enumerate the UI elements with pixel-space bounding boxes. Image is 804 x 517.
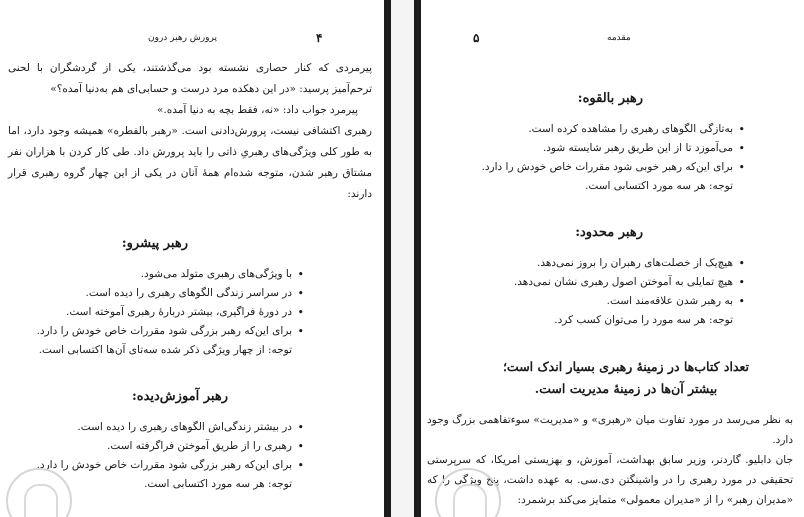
list-item: • در سراسر زندگی الگوهای رهبری را دیده است. — [8, 284, 292, 303]
list-item: • هیچ‌یک از خصلت‌های رهبران را بروز نمی‌دهد. — [427, 254, 733, 273]
list-item: • در بیشتر زندگی‌اش الگوهای رهبری را دیده است. — [8, 418, 292, 437]
list-item: • برای این‌که رهبر بزرگی شود مقررات خاص خودش را دارد. — [8, 322, 292, 341]
section-note: توجه: هر سه مورد را می‌توان کسب کرد. — [554, 314, 733, 326]
paragraph: رهبری اکتشافی نیست، پرورش‌دادنی است. «رهبر بالفطره» همیشه وجود دارد، اما به طور کلی ویژگی‌های رهبریِ ذاتی را باید پرورش داد. طی کار کردن با هزاران نفر مشتاق رهبر شدن، متوجه شده‌ام همهٔ آنان در یکی از این چهار گروه رهبری قرار دارند: — [8, 125, 372, 200]
right-page — [421, 0, 804, 517]
left-page — [0, 0, 384, 517]
paragraph: جان دابلیو. گاردنر، وزیر سابق بهداشت، آموزش، و بهزیستی امریکا، که سرپرستی تحقیقی در مورد رهبری را در واشینگتن دی‌.سی. به عهده داشت، پنج ویژگی را که «مدیران رهبر» را از «مدیران معمولی» متمایز می‌کند برشمرد: — [427, 454, 793, 506]
list-item: • رهبری را از طریق آموختن فراگرفته است. — [8, 437, 292, 456]
page-number: ۴ — [316, 31, 323, 45]
bullet-list — [8, 265, 372, 341]
running-header: پرورش رهبر درون — [148, 33, 217, 43]
bullet-list — [427, 120, 793, 177]
section-note: توجه: هر سه مورد اکتسابی است. — [144, 478, 292, 490]
chapter-heading — [461, 356, 791, 400]
page-number: ۵ — [473, 31, 480, 45]
list-item: • در دورهٔ فراگیری، بیشتر دربارهٔ رهبری آموخته است. — [8, 303, 292, 322]
section-title: رهبر محدود: — [575, 225, 643, 240]
section-title: رهبر بالقوه: — [577, 91, 643, 106]
paragraph: پیرمرد جواب داد: «نه، فقط بچه به دنیا آمده.» — [156, 104, 358, 116]
paragraph: پیرمردی که کنار حصاری نشسته بود می‌گذشتند، یکی از گردشگران با لحنی ترحم‌آمیز پرسید: «در این دهکده مرد درست و حسابی‌ای هم به‌دنیا آمده؟» — [8, 62, 372, 95]
list-item: • به‌تازگی الگوهای رهبری را مشاهده کرده است. — [427, 120, 733, 139]
intro-text — [8, 58, 372, 205]
right-page-edge — [414, 0, 421, 517]
list-item: • برای این‌که رهبر خوبی شود مقررات خاص خودش را دارد. — [427, 158, 733, 177]
running-header: مقدمه — [607, 33, 631, 43]
section-note: توجه: از چهار ویژگی ذکر شده سه‌تای آن‌ها اکتسابی است. — [38, 344, 292, 356]
heading-line: تعداد کتاب‌ها در زمینهٔ رهبری بسیار اندک است؛ — [502, 359, 750, 374]
page-spread-gap — [391, 0, 414, 517]
bullet-list — [427, 254, 793, 311]
left-page-edge — [384, 0, 391, 517]
section-pioneer-leader — [8, 233, 372, 360]
section-potential-leader — [427, 88, 793, 196]
list-item: • به رهبر شدن علاقه‌مند است. — [427, 292, 733, 311]
list-item: • می‌آموزد تا از این طریق رهبر شایسته شود. — [427, 139, 733, 158]
list-item: • برای این‌که رهبر بزرگی شود مقررات خاص خودش را دارد. — [8, 456, 292, 475]
bullet-list — [8, 418, 372, 475]
paragraph: به نظر می‌رسد در مورد تفاوت میان «رهبری» و «مدیریت» سوءتفاهمی بزرگ وجود دارد. — [427, 414, 793, 446]
list-item: • هیچ تمایلی به آموختن اصول رهبری نشان نمی‌دهد. — [427, 273, 733, 292]
section-title: رهبر آموزش‌دیده: — [131, 389, 228, 404]
section-note: توجه: هر سه مورد اکتسابی است. — [585, 180, 733, 192]
section-title: رهبر پیشرو: — [121, 236, 188, 251]
heading-line: بیشتر آن‌ها در زمینهٔ مدیریت است. — [534, 381, 718, 396]
list-item: • با ویژگی‌های رهبری متولد می‌شود. — [8, 265, 292, 284]
section-limited-leader — [427, 222, 793, 330]
